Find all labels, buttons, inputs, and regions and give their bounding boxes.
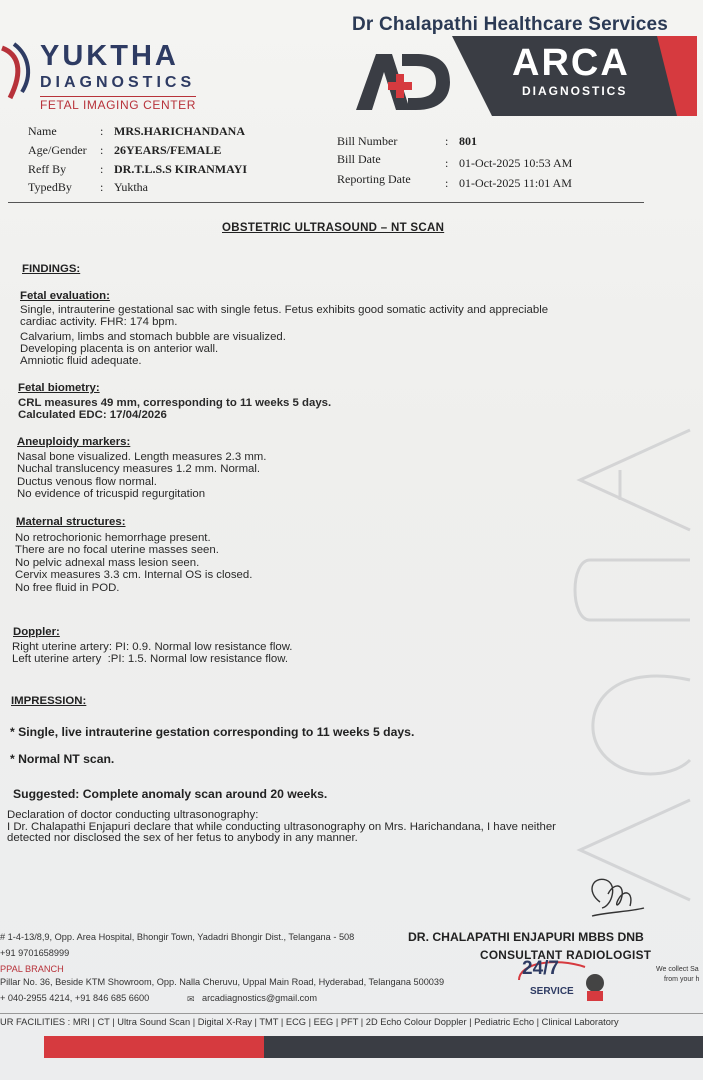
email-icon: ✉ (187, 994, 195, 1004)
declaration-text (7, 810, 677, 845)
age-value: 26YEARS/FEMALE (114, 143, 222, 157)
colon: : (100, 162, 104, 176)
text-line: Calvarium, limbs and stomach bubble are visualized. (20, 331, 286, 343)
aneuploidy-text (17, 451, 266, 501)
group-title: Dr Chalapathi Healthcare Services (352, 14, 669, 35)
typed-value: Yuktha (114, 180, 148, 194)
fetal-biometry-heading: Fetal biometry: (18, 382, 100, 394)
collect-text-1: We collect Sa (656, 966, 699, 973)
bill-number-label: Bill Number (337, 134, 398, 148)
colon: : (445, 134, 449, 148)
findings-heading: FINDINGS: (22, 263, 81, 275)
aneuploidy-heading: Aneuploidy markers: (17, 436, 131, 448)
facilities-list: UR FACILITIES : MRI | CT | Ultra Sound Scan | Digital X-Ray | TMT | ECG | EEG | PFT | 2D Echo Colour Doppler | Pediatric Echo | Clinical Laboratory (0, 1017, 619, 1027)
text-line: Declaration of doctor conducting ultrasonography: (7, 809, 259, 821)
reff-value: DR.T.L.S.S KIRANMAYI (114, 162, 248, 176)
doctor-name: DR. CHALAPATHI ENJAPURI MBBS DNB (408, 930, 644, 944)
arca-logo-text: ARCA (512, 42, 630, 84)
text-line: Amniotic fluid adequate. (20, 355, 142, 367)
text-line: No free fluid in POD. (15, 581, 120, 594)
footer-band-red (44, 1036, 264, 1058)
arca-watermark-icon (560, 420, 703, 920)
yuktha-logo-subtext: DIAGNOSTICS (40, 74, 196, 91)
text-line: Calculated EDC: 17/04/2026 (18, 409, 167, 422)
colon: : (100, 124, 104, 138)
colon: : (445, 176, 449, 190)
yuktha-logo-text: YUKTHA (40, 40, 179, 72)
bill-date-value: 01-Oct-2025 10:53 AM (459, 156, 573, 170)
doctor-signature-icon (578, 872, 648, 924)
text-line: CRL measures 49 mm, corresponding to 11 weeks 5 days. (18, 397, 332, 409)
phone-main: +91 9701658999 (0, 948, 70, 958)
name-value: MRS.HARICHANDANA (114, 124, 245, 138)
badge-number: 24/7 (522, 958, 559, 979)
branch-address: Pillar No. 36, Beside KTM Showroom, Opp. Nalla Cheruvu, Uppal Main Road, Hyderabad, Telangana 500039 (0, 977, 445, 987)
text-line: cardiac activity. FHR: 174 bpm. (20, 316, 178, 328)
impression-line-2: * Normal NT scan. (10, 752, 115, 766)
age-label: Age/Gender (28, 143, 87, 157)
maternal-structures-text (15, 532, 252, 594)
text-line: No pelvic adnexal mass lesion seen. (15, 556, 200, 569)
text-line: Developing placenta is on anterior wall. (20, 343, 219, 355)
text-line: Ductus venous flow normal. (17, 475, 157, 488)
reff-label: Reff By (28, 162, 67, 176)
doppler-text (12, 641, 292, 666)
colon: : (100, 143, 104, 157)
text-line: Nasal bone visualized. Length measures 2.3 mm. (17, 451, 267, 463)
fetal-evaluation-heading: Fetal evaluation: (20, 290, 110, 302)
branch-label: PPAL BRANCH (0, 964, 64, 974)
header-divider (8, 202, 644, 203)
typed-label: TypedBy (28, 180, 72, 194)
footer-band-dark (264, 1036, 703, 1058)
text-line: There are no focal uterine masses seen. (15, 544, 219, 557)
ad-logo-icon (352, 48, 452, 114)
impression-heading: IMPRESSION: (11, 695, 87, 707)
text-line: No evidence of tricuspid regurgitation (17, 488, 206, 501)
doctor-title: CONSULTANT RADIOLOGIST (480, 948, 652, 962)
arca-logo-subtext: DIAGNOSTICS (522, 84, 628, 98)
suggested-text: Suggested: Complete anomaly scan around 20 weeks. (13, 787, 328, 801)
text-line: Right uterine artery: PI: 0.9. Normal low resistance flow. (12, 641, 293, 653)
collect-text-2: from your h (664, 976, 700, 983)
address-main: # 1-4-13/8,9, Opp. Area Hospital, Bhongir Town, Yadadri Bhongir Dist., Telangana - 508 (0, 932, 355, 942)
text-line: I Dr. Chalapathi Enjapuri declare that while conducting ultrasonography on Mrs. Harichandana, I have neither (7, 820, 556, 833)
impression-line-1: * Single, live intrauterine gestation corresponding to 11 weeks 5 days. (10, 725, 415, 739)
bill-number-value: 801 (459, 134, 477, 148)
colon: : (100, 180, 104, 194)
fetal-biometry-text (18, 397, 331, 422)
text-line: detected nor disclosed the sex of her fetus to anybody in any manner. (7, 832, 358, 845)
text-line: Single, intrauterine gestational sac with single fetus. Fetus exhibits good somatic activity and appreciable (20, 304, 549, 316)
footer-divider (0, 1013, 703, 1014)
text-line: Left uterine artery :PI: 1.5. Normal low resistance flow. (12, 653, 289, 666)
email: arcadiagnostics@gmail.com (202, 993, 318, 1003)
yuktha-logo-mark-icon (0, 40, 34, 116)
reporting-date-value: 01-Oct-2025 11:01 AM (459, 176, 572, 190)
reporting-date-label: Reporting Date (337, 172, 411, 186)
branch-phone: + 040-2955 4214, +91 846 685 6600 (0, 993, 150, 1003)
text-line: No retrochorionic hemorrhage present. (15, 532, 211, 544)
yuktha-tagline: FETAL IMAGING CENTER (40, 98, 197, 112)
name-label: Name (28, 124, 57, 138)
doppler-heading: Doppler: (13, 626, 60, 638)
maternal-structures-heading: Maternal structures: (16, 516, 126, 528)
report-title: OBSTETRIC ULTRASOUND – NT SCAN (222, 222, 445, 234)
text-line: Nuchal translucency measures 1.2 mm. Normal. (17, 463, 261, 476)
badge-text: SERVICE (530, 986, 574, 997)
text-line: Cervix measures 3.3 cm. Internal OS is closed. (15, 569, 253, 582)
bill-date-label: Bill Date (337, 152, 381, 166)
colon: : (445, 156, 449, 170)
